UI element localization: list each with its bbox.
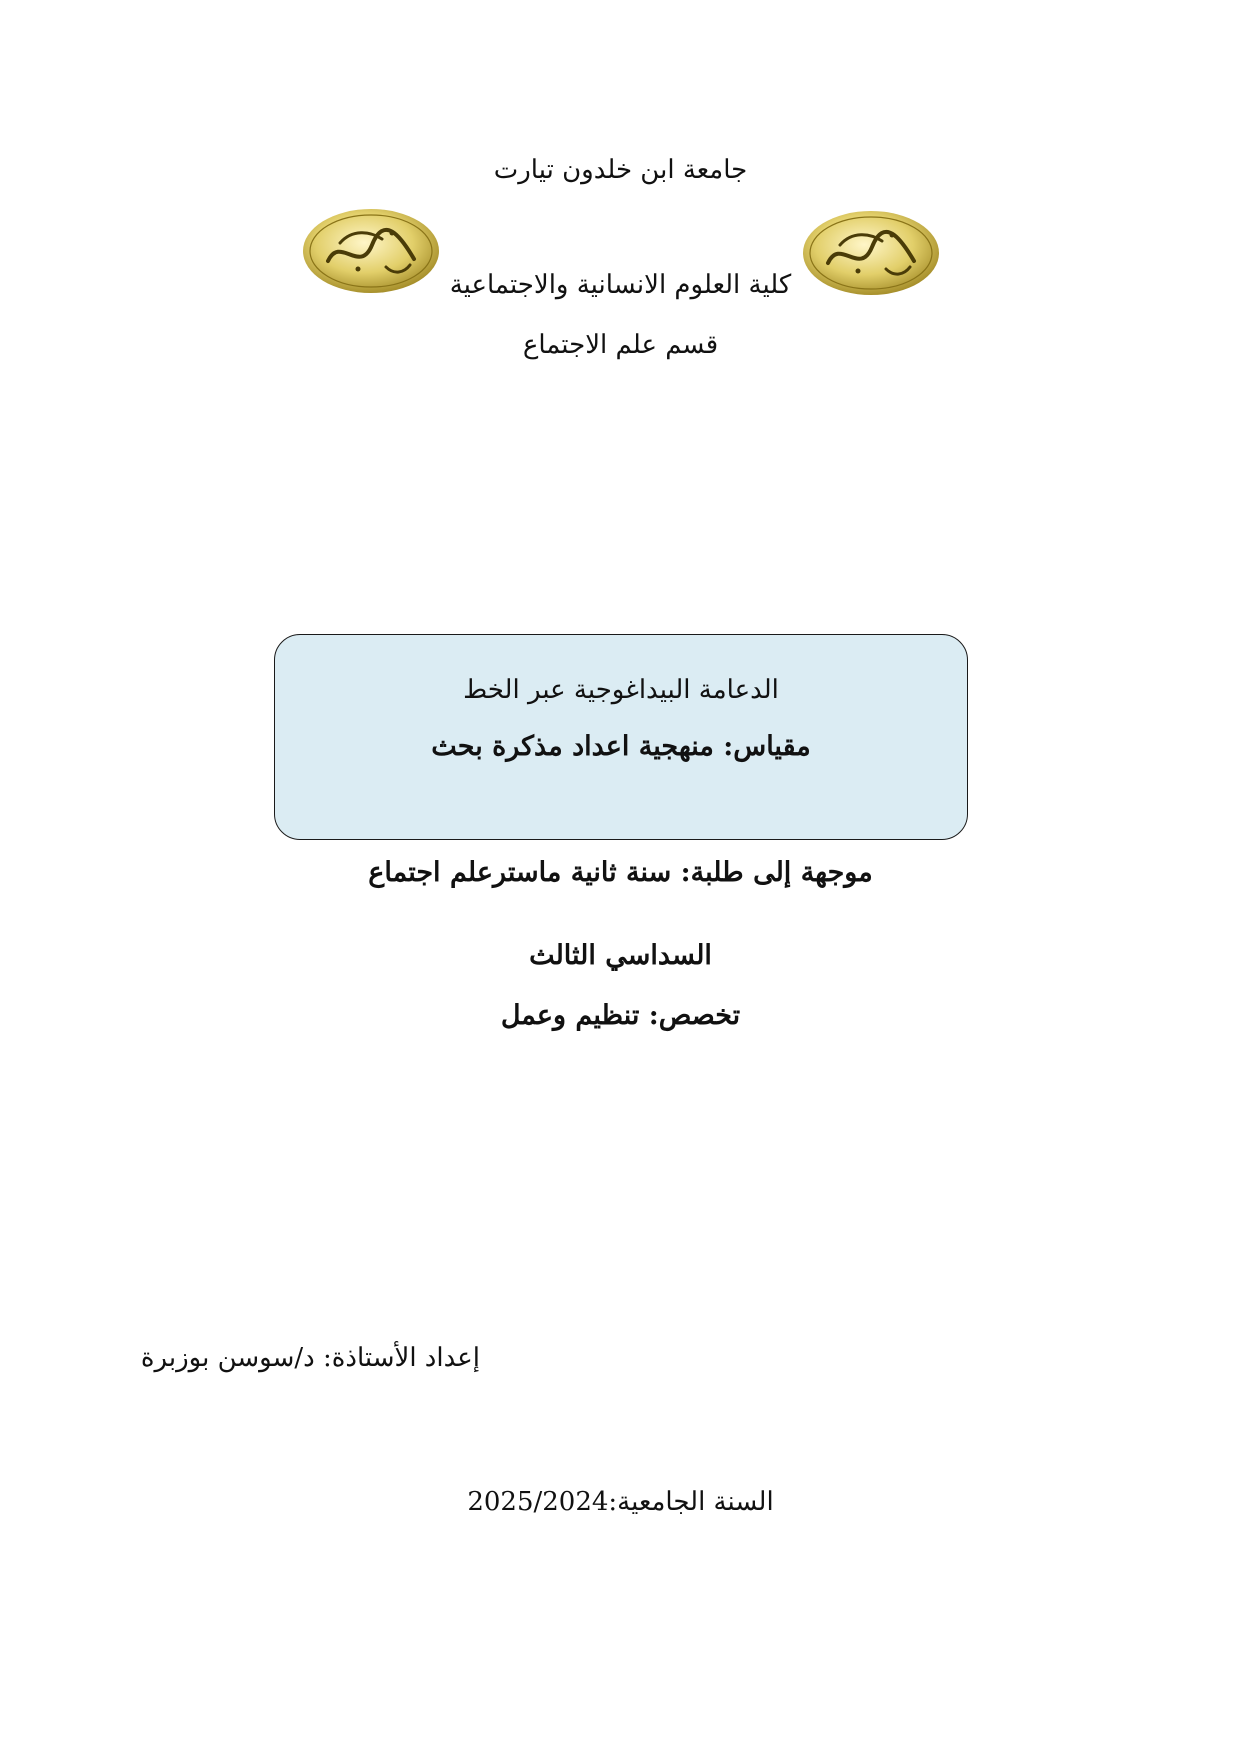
course-type: الدعامة البيداغوجية عبر الخط bbox=[463, 675, 779, 705]
course-title-box bbox=[274, 634, 968, 840]
department-name: قسم علم الاجتماع bbox=[522, 330, 719, 360]
semester: السداسي الثالث bbox=[529, 940, 712, 971]
faculty-name: كلية العلوم الانسانية والاجتماعية bbox=[449, 270, 792, 300]
module-title: مقياس: منهجية اعداد مذكرة بحث bbox=[431, 731, 811, 762]
specialty: تخصص: تنظيم وعمل bbox=[500, 1000, 741, 1031]
academic-year: السنة الجامعية:2025/2024 bbox=[467, 1487, 774, 1517]
target-audience: موجهة إلى طلبة: سنة ثانية ماسترعلم اجتماع bbox=[368, 857, 873, 888]
university-name: جامعة ابن خلدون تيارت bbox=[493, 155, 748, 185]
prepared-by: إعداد الأستاذة: د/سوسن بوزبرة bbox=[140, 1343, 480, 1373]
